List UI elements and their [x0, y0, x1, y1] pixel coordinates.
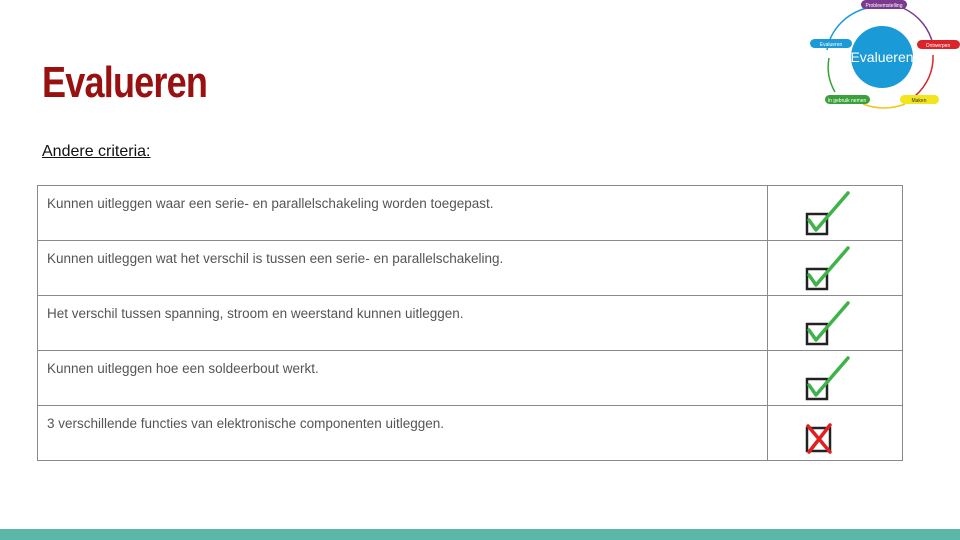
criteria-table: [37, 185, 903, 461]
checkbox-checked-icon: [804, 300, 854, 350]
logo-step-maken-label: Maken: [911, 98, 927, 104]
criterion-status-cell: [768, 296, 903, 351]
criterion-text: 3 verschillende functies van elektronische componenten uitleggen.: [38, 406, 768, 461]
section-subtitle: Andere criteria:: [42, 143, 151, 160]
logo-step-ontwerpen-label: Ontwerpen: [925, 43, 951, 49]
checkbox-checked-icon: [804, 190, 854, 240]
criterion-text: Kunnen uitleggen waar een serie- en parallelschakeling worden toegepast.: [38, 186, 768, 241]
criterion-text: Kunnen uitleggen wat het verschil is tussen een serie- en parallelschakeling.: [38, 241, 768, 296]
criterion-status-cell: [768, 351, 903, 406]
criterion-status-cell: [768, 406, 903, 461]
design-cycle-logo: [805, 0, 960, 112]
criterion-status-cell: [768, 241, 903, 296]
criterion-status-cell: [768, 186, 903, 241]
checkbox-checked-icon: [804, 245, 854, 295]
logo-center-label: Evalueren: [850, 49, 914, 65]
checkbox-crossed-icon: [804, 410, 854, 460]
criteria-row: [38, 406, 903, 461]
checkbox-checked-icon: [804, 355, 854, 405]
slide-title: Evalueren: [42, 58, 208, 107]
logo-step-in-gebruik-nemen-label: In gebruik nemen: [827, 98, 867, 104]
criterion-text: Het verschil tussen spanning, stroom en weerstand kunnen uitleggen.: [38, 296, 768, 351]
logo-step-probleemstelling-label: Probleemstelling: [865, 3, 903, 9]
criteria-row: [38, 186, 903, 241]
criteria-row: [38, 241, 903, 296]
criteria-row: [38, 296, 903, 351]
criteria-row: [38, 351, 903, 406]
bottom-accent-bar: [0, 529, 960, 540]
logo-step-evalueren-label: Evalueren: [819, 42, 843, 48]
criterion-text: Kunnen uitleggen hoe een soldeerbout werkt.: [38, 351, 768, 406]
